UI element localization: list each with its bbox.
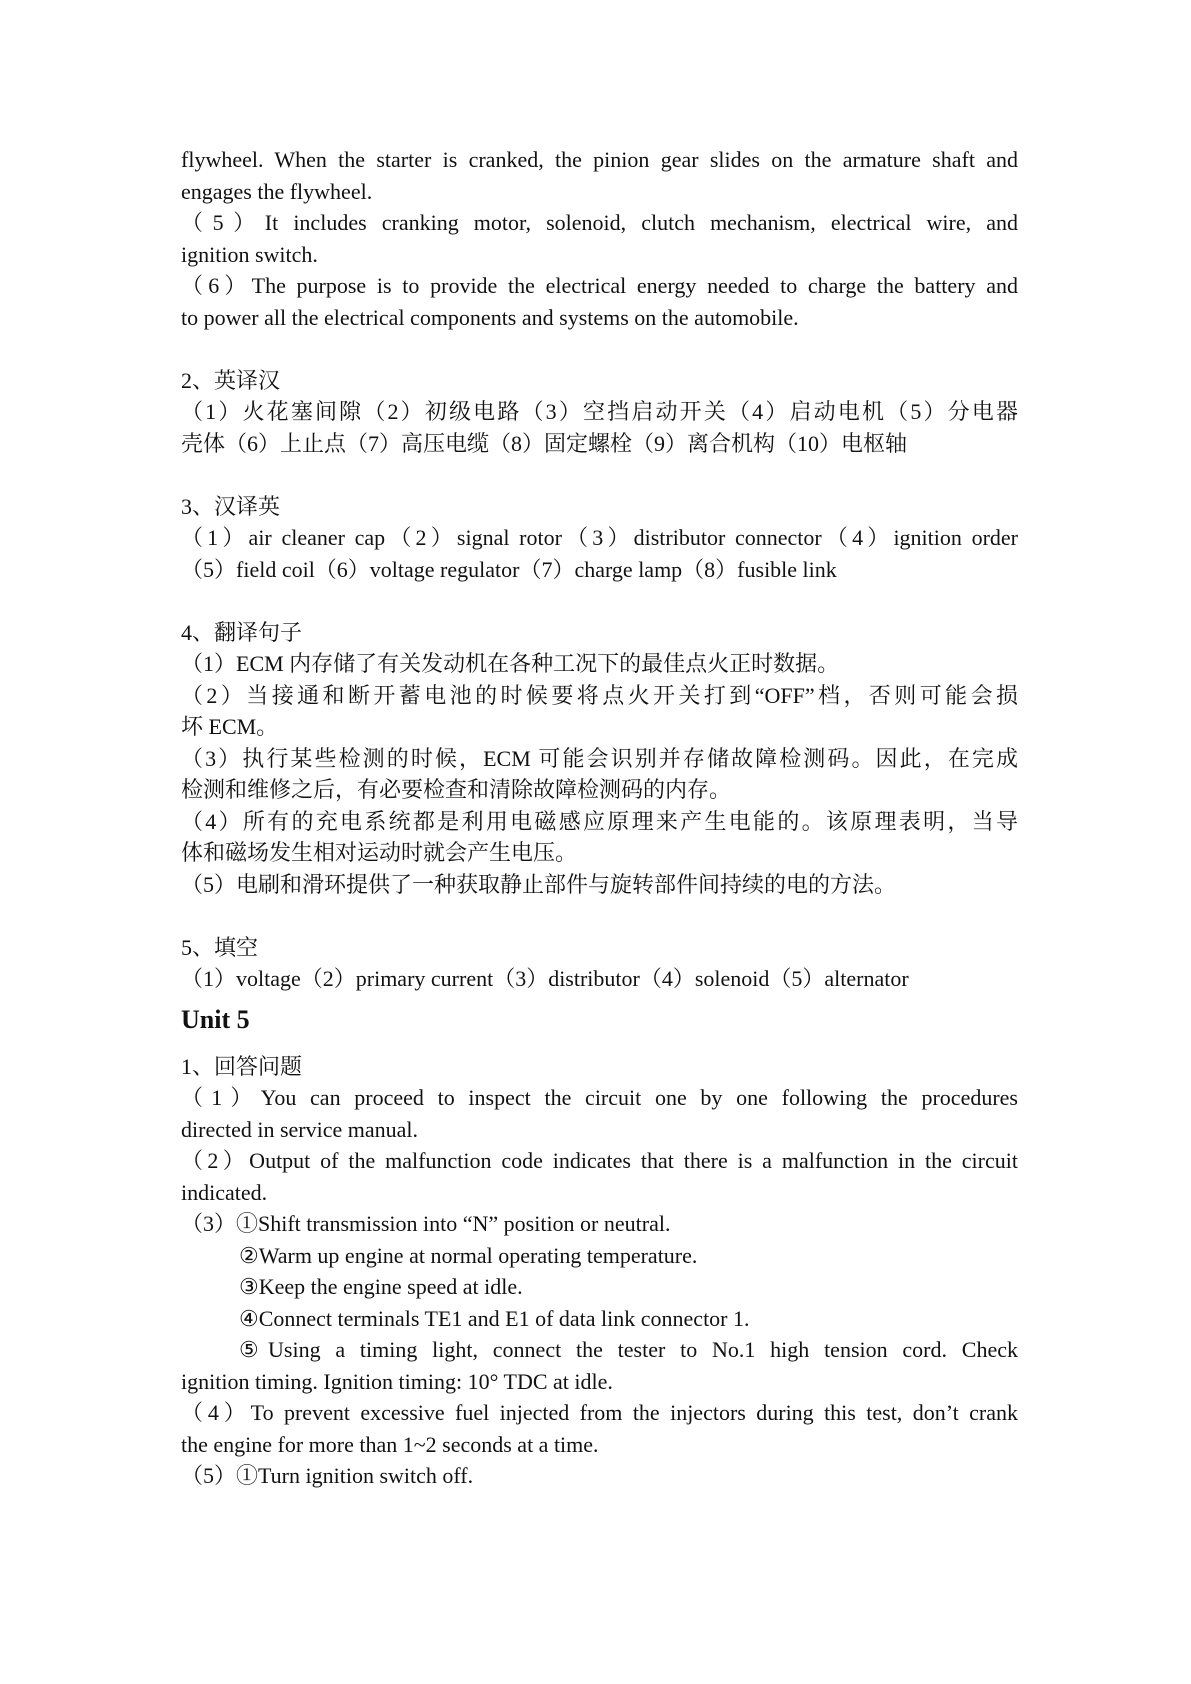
text-line: ④Connect terminals TE1 and E1 of data link connector 1. xyxy=(239,1305,750,1331)
text-line: （5）①Turn ignition switch off. xyxy=(181,1463,474,1488)
text-line: flywheel. When the starter is cranked, the pinion gear slides on the armature shaft and xyxy=(181,147,1018,172)
text-line: directed in service manual. xyxy=(181,1116,419,1142)
section-heading: 4、翻译句子 xyxy=(181,619,303,645)
paragraph-gap xyxy=(181,459,1018,491)
text-line: （1）You can proceed to inspect the circuit one by one following the procedures xyxy=(181,1085,1018,1110)
text-line: 体和磁场发生相对运动时就会产生电压。 xyxy=(181,840,578,865)
section-heading: 5、填空 xyxy=(181,934,259,960)
text-line: （1）air cleaner cap（2）signal rotor（3）distributor connector（4）ignition order xyxy=(181,525,1018,550)
text-line: （5）电刷和滑环提供了一种获取静止部件与旋转部件间持续的电的方法。 xyxy=(181,871,897,897)
text-line: （1）火花塞间隙（2）初级电路（3）空挡启动开关（4）启动电机（5）分电器 xyxy=(181,399,1018,424)
text-line: （4）To prevent excessive fuel injected from the injectors during this test, don’t crank xyxy=(181,1400,1018,1425)
text-line: to power all the electrical components and systems on the automobile. xyxy=(181,304,799,330)
text-line: ⑤Using a timing light, connect the tester to No.1 high tension cord. Check xyxy=(239,1337,1018,1362)
text-line: （5）field coil（6）voltage regulator（7）charge lamp（8）fusible link xyxy=(181,556,837,582)
text-line: ③Keep the engine speed at idle. xyxy=(239,1274,523,1299)
paragraph-gap xyxy=(181,900,1018,932)
text-line: （3）执行某些检测的时候，ECM 可能会识别并存储故障检测码。因此，在完成 xyxy=(181,745,1018,771)
text-line: indicated. xyxy=(181,1179,268,1205)
text-line: 壳体（6）上止点（7）高压电缆（8）固定螺栓（9）离合机构（10）电枢轴 xyxy=(181,430,908,456)
section-heading: 3、汉译英 xyxy=(181,493,281,519)
text-line: ignition switch. xyxy=(181,241,318,267)
text-line: （4）所有的充电系统都是利用电磁感应原理来产生电能的。该原理表明，当导 xyxy=(181,808,1018,834)
paragraph-gap xyxy=(181,333,1018,365)
text-line: （3）①Shift transmission into “N” position or neutral. xyxy=(181,1211,671,1236)
text-line: engages the flywheel. xyxy=(181,178,373,204)
paragraph-gap xyxy=(181,585,1018,617)
document-page xyxy=(181,144,1018,1492)
text-line: （2）Output of the malfunction code indicates that there is a malfunction in the circuit xyxy=(181,1148,1018,1173)
section-heading: 1、回答问题 xyxy=(181,1053,303,1079)
text-line: 坏 ECM。 xyxy=(181,714,279,739)
text-line: （2）当接通和断开蓄电池的时候要将点火开关打到“OFF”档，否则可能会损 xyxy=(181,682,1018,708)
text-line: ignition timing. Ignition timing: 10° TDC at idle. xyxy=(181,1368,613,1394)
text-line: （1）voltage（2）primary current（3）distributor（4）solenoid（5）alternator xyxy=(181,966,909,991)
text-line: （5）It includes cranking motor, solenoid, clutch mechanism, electrical wire, and xyxy=(181,210,1018,235)
text-line: （1）ECM 内存储了有关发动机在各种工况下的最佳点火正时数据。 xyxy=(181,651,840,676)
text-line: the engine for more than 1~2 seconds at a time. xyxy=(181,1431,599,1457)
text-line: ②Warm up engine at normal operating temperature. xyxy=(239,1242,698,1268)
section-heading: 2、英译汉 xyxy=(181,367,281,393)
text-line: （6）The purpose is to provide the electrical energy needed to charge the battery and xyxy=(181,273,1018,298)
text-line: 检测和维修之后，有必要检查和清除故障检测码的内存。 xyxy=(181,777,732,802)
unit-title: Unit 5 xyxy=(181,1004,250,1034)
